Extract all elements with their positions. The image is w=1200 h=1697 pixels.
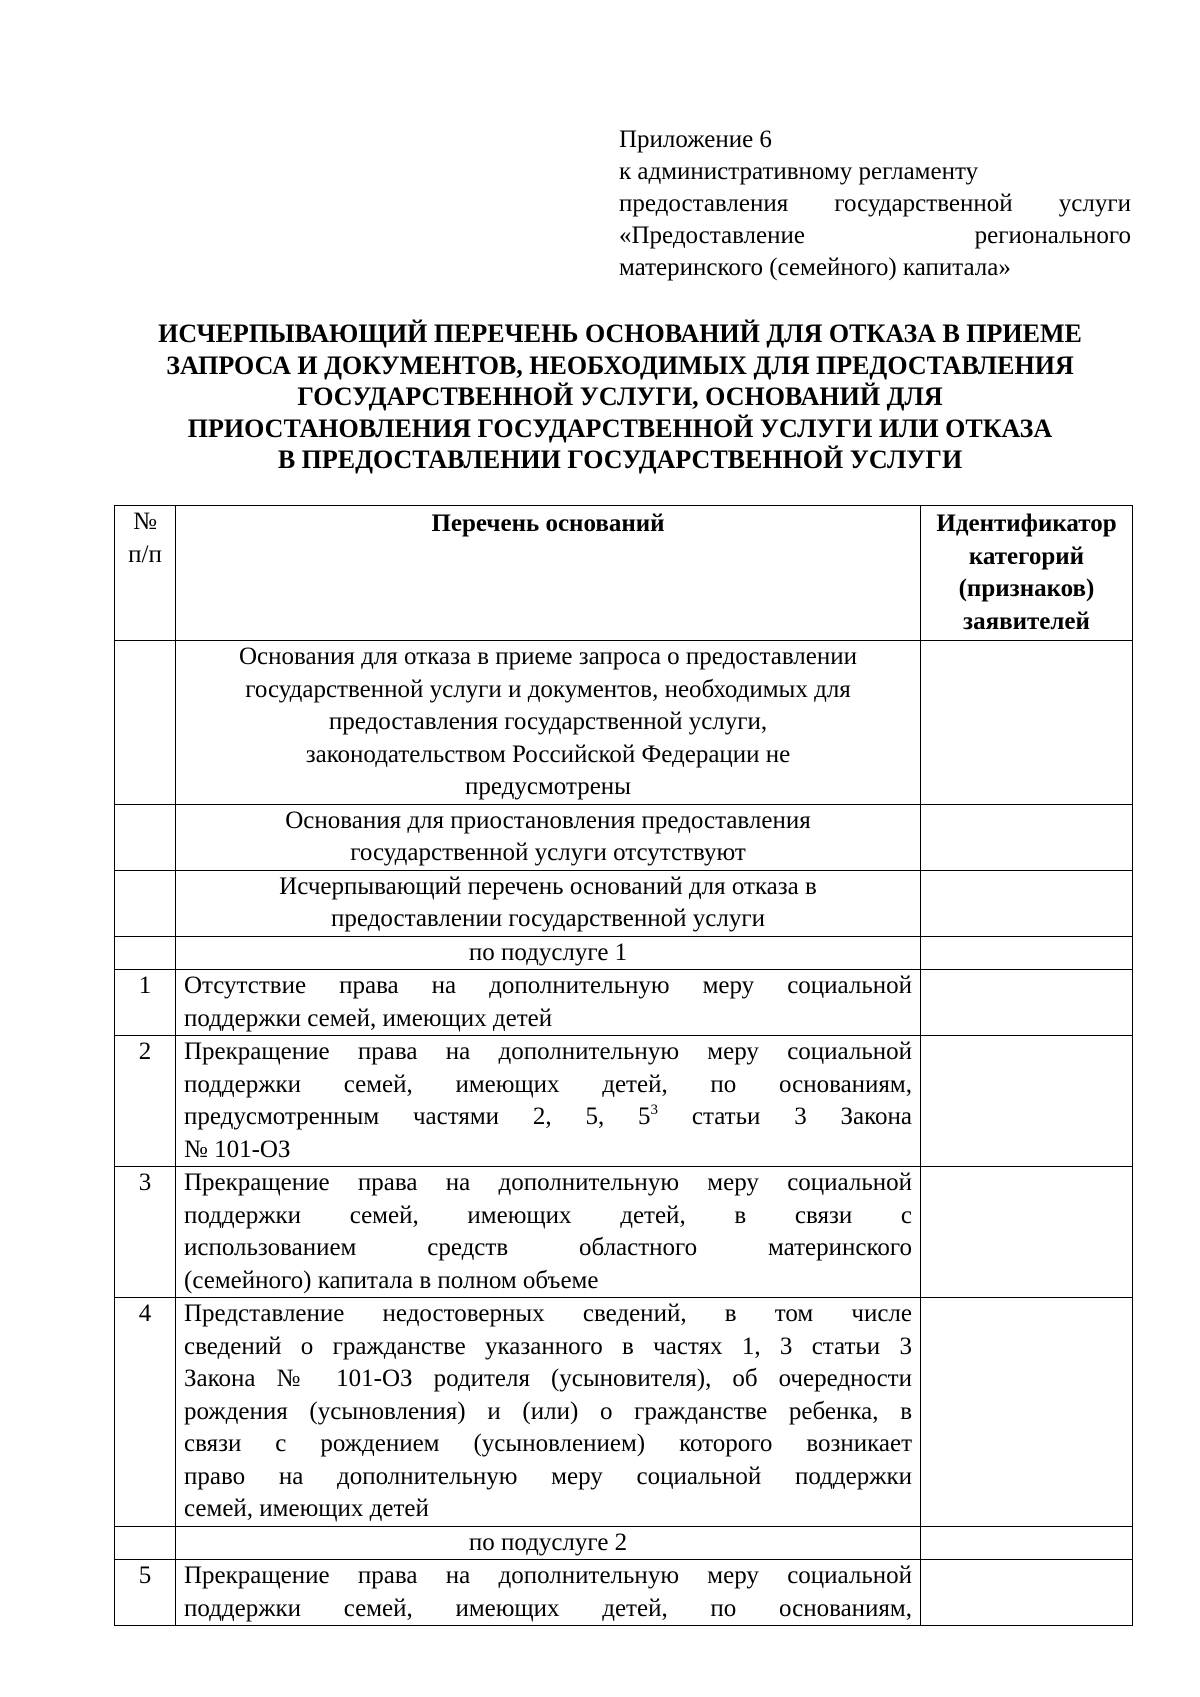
table-row <box>115 1298 1133 1527</box>
ground-text: Прекращение права на дополнительную меру социальной поддержки семей, имеющих детей, по основаниям, предусмотренным частями 2, 5, $5^3$ статьи 3 Закона № 101-ОЗ <box>176 1036 921 1167</box>
appendix-number: Приложение 6 <box>619 126 772 153</box>
row-number: 1 <box>115 970 176 1036</box>
appendix-reference-line: предоставления государственной услуги <box>619 190 1131 217</box>
row-number: 3 <box>115 1167 176 1298</box>
table-row <box>115 870 1133 936</box>
grounds-table <box>114 505 1133 1626</box>
table-row <box>115 970 1133 1036</box>
subservice-1-label: по подуслуге 1 <box>176 936 921 970</box>
appendix-reference-line: материнского (семейного) капитала» <box>619 254 1011 281</box>
row-number: 5 <box>115 1560 176 1626</box>
section-suspend: Основания для приостановления предоставления государственной услуги отсутствуют <box>176 804 921 870</box>
table-row <box>115 641 1133 805</box>
ground-text: Представление недостоверных сведений, в том числе сведений о гражданстве указанного в частях 1, 3 статьи 3 Закона № 101-ОЗ родителя (усыновителя), об очередности рождения (усыновления) и (или) о гражданстве ребенка, в связи с рождением (усыновлением) которого возникает право на дополнительную меру социальной поддержки семей, имеющих детей <box>176 1298 921 1527</box>
table-row <box>115 804 1133 870</box>
subservice-row <box>115 936 1133 970</box>
title-line: В ПРЕДОСТАВЛЕНИИ ГОСУДАРСТВЕННОЙ УСЛУГИ <box>277 445 963 474</box>
ground-text: Прекращение права на дополнительную меру социальной поддержки семей, имеющих детей, по основаниям, <box>176 1560 921 1626</box>
subservice-2-label: по подуслуге 2 <box>176 1526 921 1560</box>
table-row <box>115 1167 1133 1298</box>
header-applicant-category-id: Идентификатор категорий (признаков) заявителей <box>921 506 1133 641</box>
table-header-row <box>115 506 1133 641</box>
table-row <box>115 1036 1133 1167</box>
title-line: ИСЧЕРПЫВАЮЩИЙ ПЕРЕЧЕНЬ ОСНОВАНИЙ ДЛЯ ОТКАЗА В ПРИЕМЕ <box>158 319 1082 348</box>
appendix-header <box>619 124 1131 284</box>
document-title <box>110 318 1130 476</box>
section-refuse-provision: Исчерпывающий перечень оснований для отказа в предоставлении государственной услуги <box>176 870 921 936</box>
appendix-reference-line: «Предоставление регионального <box>619 222 1131 249</box>
title-line: ПРИОСТАНОВЛЕНИЯ ГОСУДАРСТВЕННОЙ УСЛУГИ ИЛИ ОТКАЗА <box>187 413 1053 443</box>
appendix-reference-line: к административному регламенту <box>619 158 979 185</box>
ground-text: Отсутствие права на дополнительную меру социальной поддержки семей, имеющих детей <box>176 970 921 1036</box>
row-number: 2 <box>115 1036 176 1167</box>
ground-text: Прекращение права на дополнительную меру социальной поддержки семей, имеющих детей, в связи с использованием средств областного материнского (семейного) капитала в полном объеме <box>176 1167 921 1298</box>
subservice-row <box>115 1526 1133 1560</box>
header-grounds: Перечень оснований <box>176 506 921 641</box>
title-line: ЗАПРОСА И ДОКУМЕНТОВ, НЕОБХОДИМЫХ ДЛЯ ПРЕДОСТАВЛЕНИЯ <box>166 350 1074 380</box>
section-refuse-receipt: Основания для отказа в приеме запроса о предоставлении государственной услуги и документов, необходимых для предоставления государственной услуги, законодательством Российской Федерации не предусмотрены <box>176 641 921 805</box>
row-number: 4 <box>115 1298 176 1527</box>
header-number: № п/п <box>115 506 176 641</box>
table-row <box>115 1560 1133 1626</box>
title-line: ГОСУДАРСТВЕННОЙ УСЛУГИ, ОСНОВАНИЙ ДЛЯ <box>297 382 943 411</box>
